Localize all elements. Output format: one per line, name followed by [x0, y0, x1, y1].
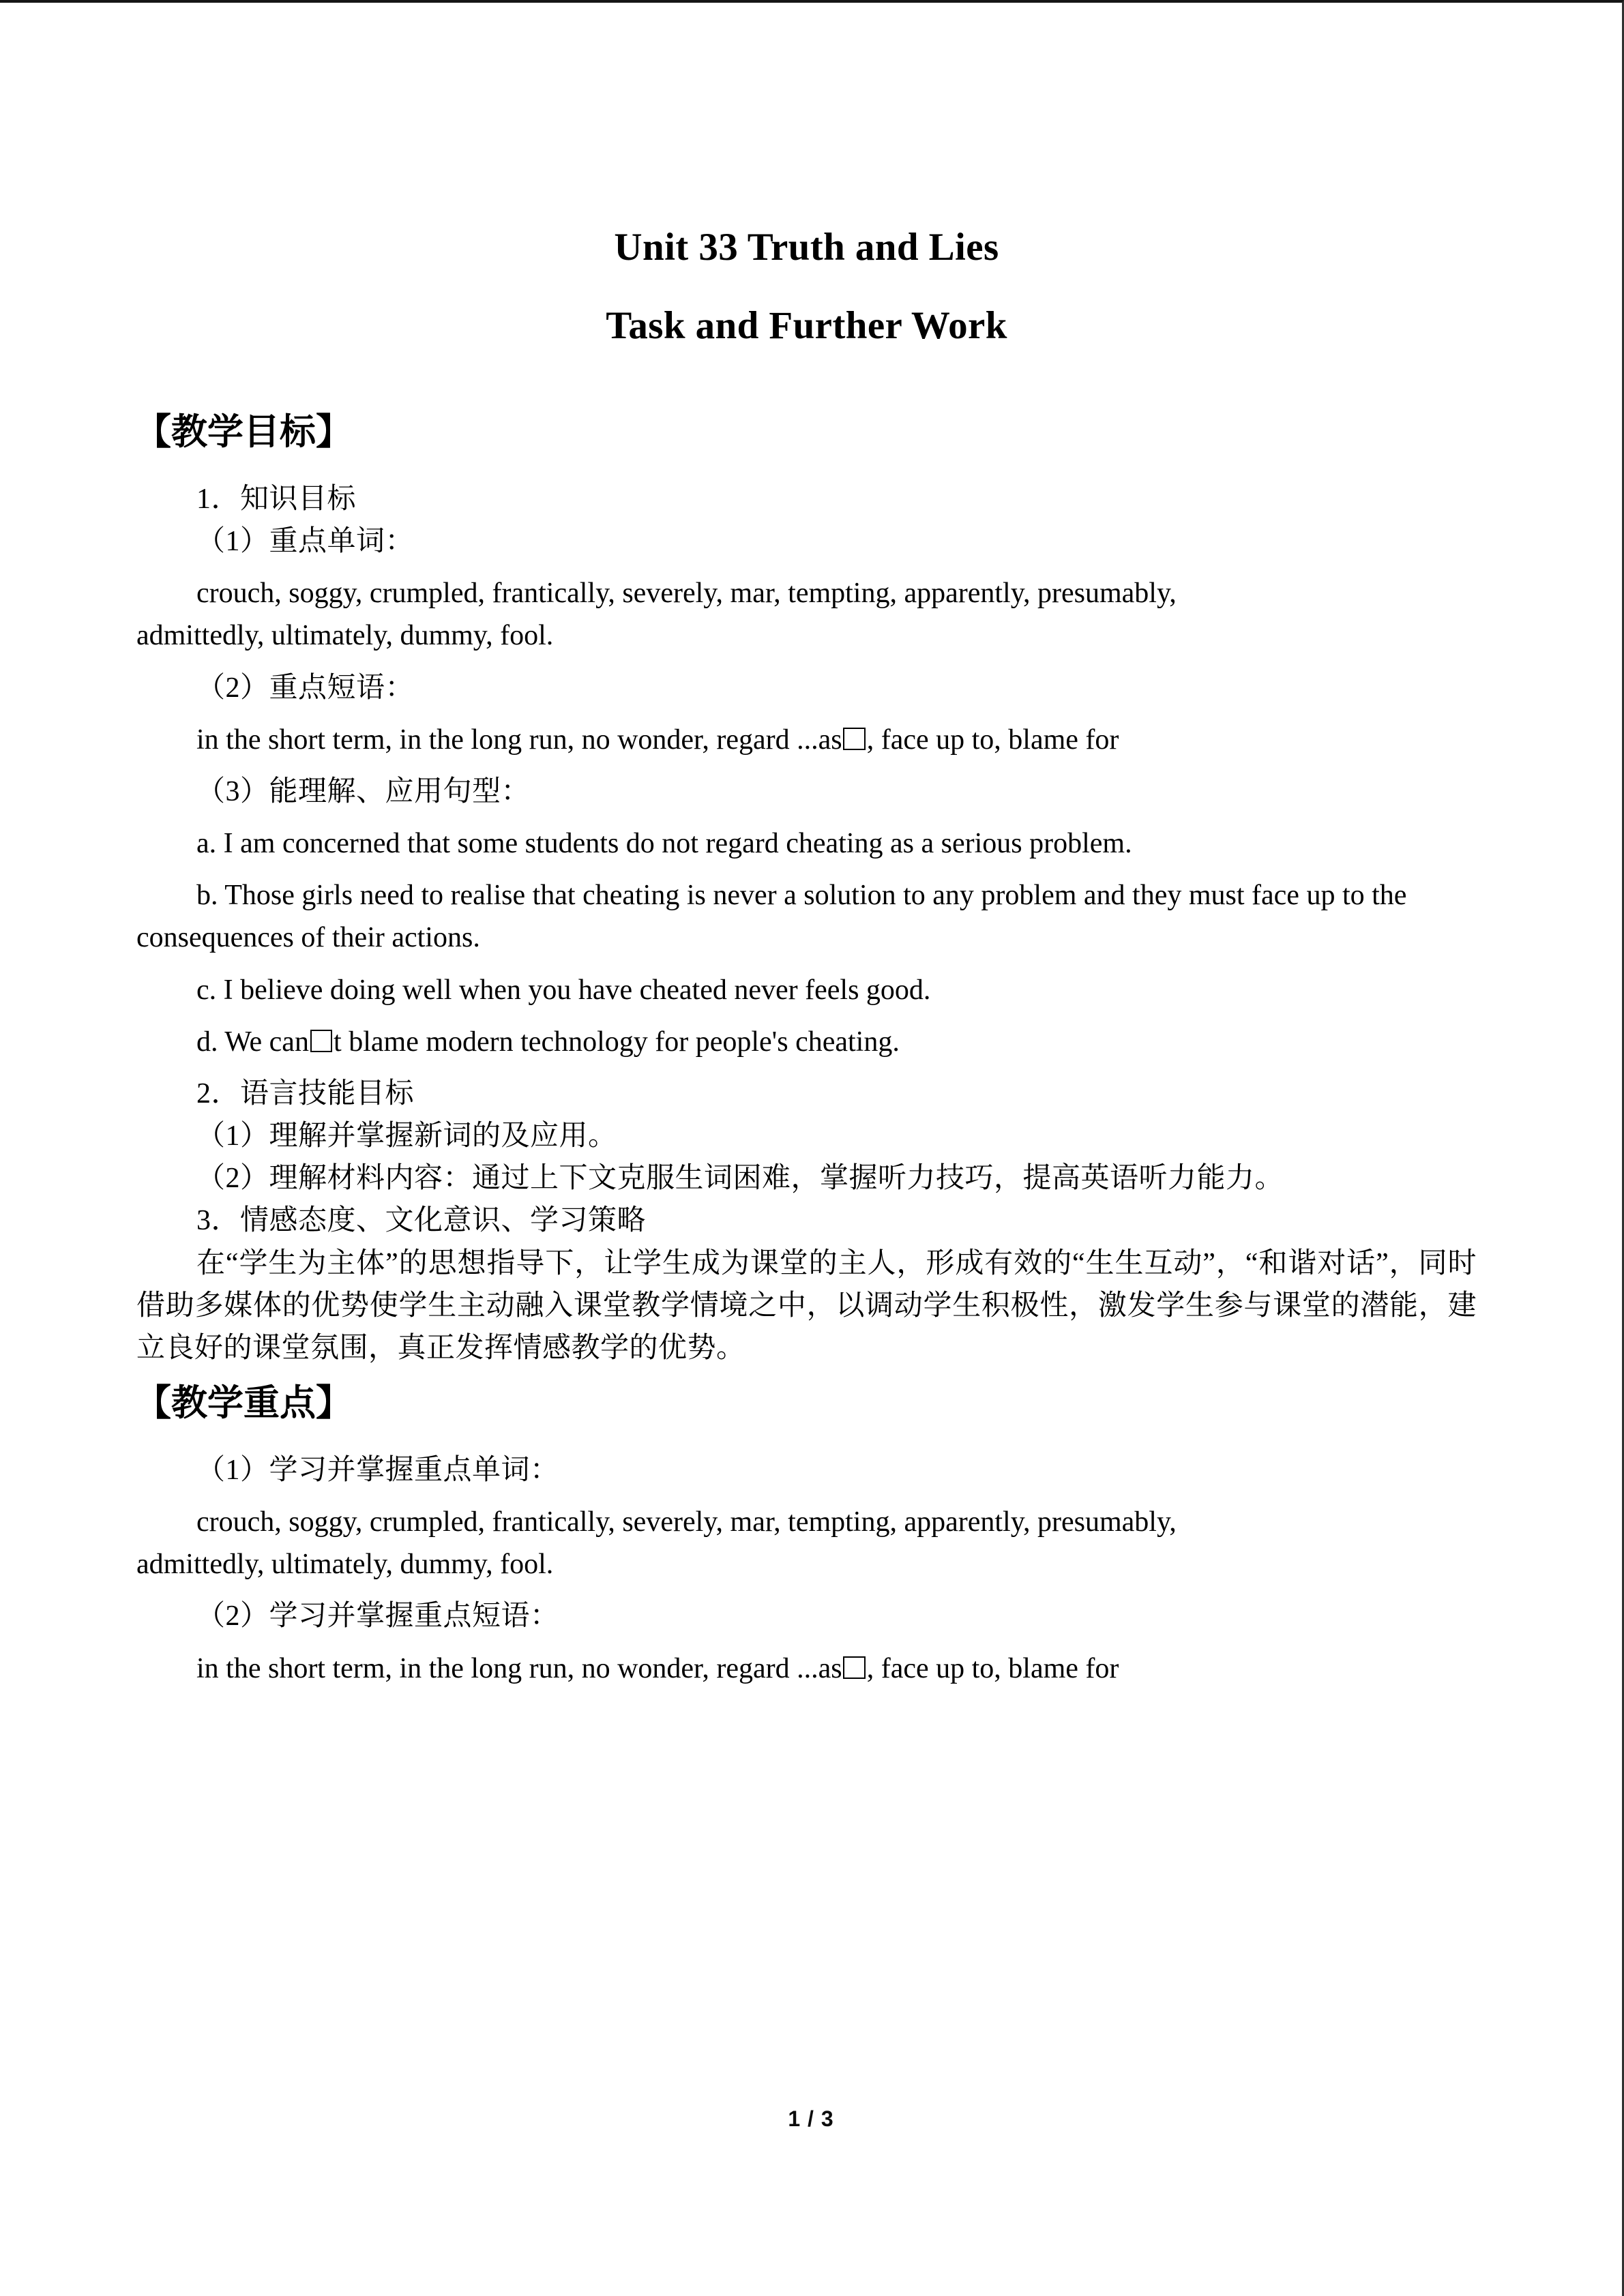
objective-1-2-phrases — [136, 719, 1477, 761]
key-point-1-words-line-1: crouch, soggy, crumpled, frantically, severely, mar, tempting, apparently, presumably, — [196, 1506, 1177, 1538]
key-point-2-phrases — [136, 1648, 1477, 1690]
section-heading-teaching-objectives: 【教学目标】 — [135, 413, 352, 452]
objective-1-1-words-line-2: admittedly, ultimately, dummy, fool. — [136, 620, 554, 652]
objective-1-heading: 1．知识目标 — [196, 483, 357, 515]
sentence-pattern-b: b. Those girls need to realise that cheating is never a solution to any problem and they must face up to the consequences of their actions. — [136, 880, 1407, 954]
key-point-1-label: （1）学习并掌握重点单词： — [196, 1454, 559, 1486]
objective-3-heading: 3．情感态度、文化意识、学习策略 — [196, 1205, 647, 1237]
missing-glyph-box-icon — [310, 1030, 333, 1053]
section-heading-teaching-key-points: 【教学重点】 — [135, 1383, 352, 1423]
objective-2-2: （2）理解材料内容：通过上下文克服生词困难，掌握听力技巧，提高英语听力能力。 — [196, 1163, 1284, 1195]
missing-glyph-box-icon — [843, 728, 866, 751]
objective-1-1-words-line-1: crouch, soggy, crumpled, frantically, severely, mar, tempting, apparently, presumably, — [196, 578, 1177, 610]
key-phrases-text-before-box: in the short term, in the long run, no wonder, regard ...as — [196, 1652, 842, 1684]
sentence-d-text-before-box: d. We can — [196, 1026, 309, 1058]
objective-1-3-label: （3）能理解、应用句型： — [196, 775, 531, 807]
objective-1-2-label: （2）重点短语： — [196, 672, 415, 704]
sentence-d-text-after-box: t blame modern technology for people's cheating. — [334, 1026, 900, 1058]
objective-1-1-label: （1）重点单词： — [196, 526, 415, 558]
key-point-2-label: （2）学习并掌握重点短语： — [196, 1600, 559, 1632]
sentence-pattern-a: a. I am concerned that some students do not regard cheating as a serious problem. — [196, 828, 1132, 860]
sentence-pattern-d — [136, 1021, 1477, 1063]
page-number-footer: 1 / 3 — [788, 2106, 834, 2131]
key-phrases-text-after-box: , face up to, blame for — [866, 1652, 1119, 1684]
missing-glyph-box-icon — [843, 1656, 866, 1680]
document-content — [136, 3, 1477, 1690]
phrases-text-after-box: , face up to, blame for — [866, 724, 1119, 756]
objective-2-heading: 2．语言技能目标 — [196, 1077, 415, 1109]
document-title-line-2: Task and Further Work — [606, 304, 1007, 347]
document-title-line-1: Unit 33 Truth and Lies — [614, 226, 999, 269]
sentence-pattern-c: c. I believe doing well when you have cheated never feels good. — [196, 974, 931, 1006]
phrases-text-before-box: in the short term, in the long run, no wonder, regard ...as — [196, 724, 842, 756]
objective-3-body: 在“学生为主体”的思想指导下，让学生成为课堂的主人，形成有效的“生生互动”，“和谐对话”，同时借助多媒体的优势使学生主动融入课堂教学情境之中，以调动学生积极性，激发学生参与课堂的潜能，建立良好的课堂氛围，真正发挥情感教学的优势。 — [136, 1247, 1477, 1364]
key-point-1-words-line-2: admittedly, ultimately, dummy, fool. — [136, 1549, 554, 1581]
objective-2-1: （1）理解并掌握新词的及应用。 — [196, 1120, 617, 1152]
